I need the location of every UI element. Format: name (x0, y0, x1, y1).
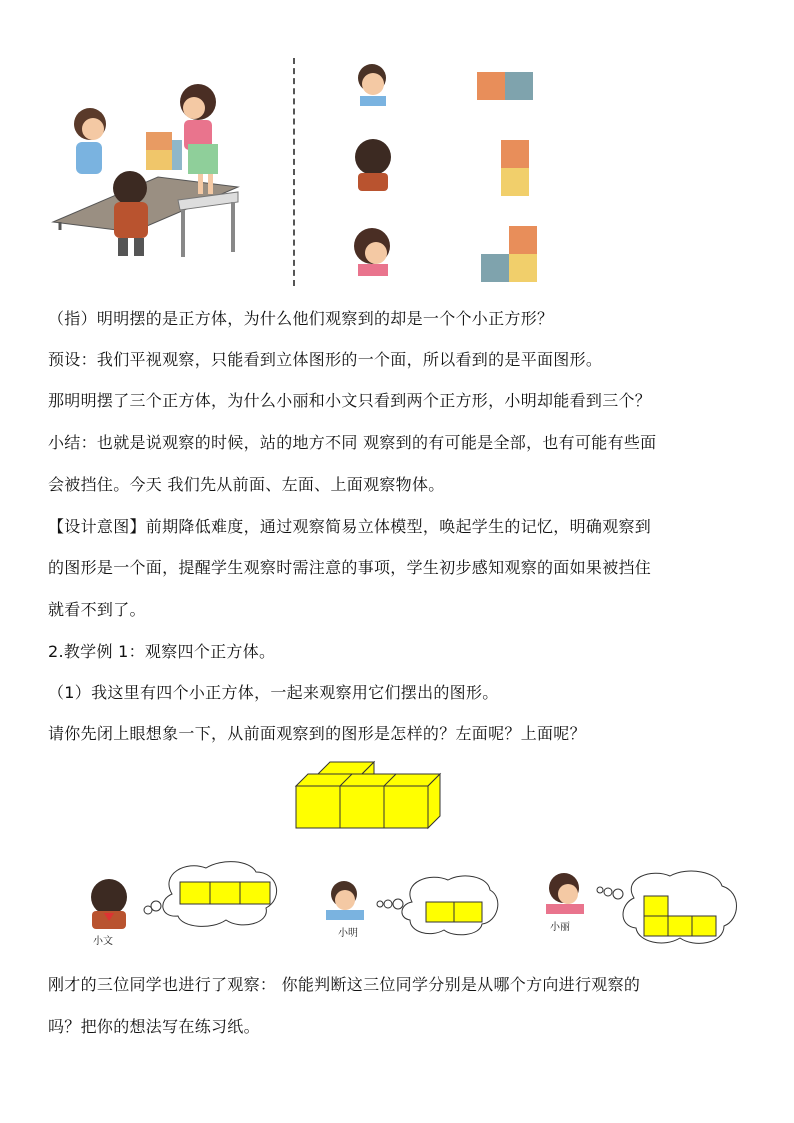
section-heading-example1: 2.教学例 1：观察四个正方体。 (48, 642, 276, 661)
paragraph-preset: 预设：我们平视观察，只能看到立体图形的一个面，所以看到的是平面图形。 (48, 350, 603, 369)
square-blue (505, 72, 533, 100)
face-xiaoli-top (350, 226, 396, 276)
paragraph-summary-2: 会被挡住。今天 我们先从前面、左面、上面观察物体。 (48, 475, 445, 494)
square-orange (477, 72, 505, 100)
kid-xiaowen (86, 877, 132, 929)
view-top-squares (481, 226, 537, 282)
square-blue (481, 254, 509, 282)
paragraph-design-3: 就看不到了。 (48, 600, 146, 619)
paragraph-followup: 那明明摆了三个正方体，为什么小丽和小文只看到两个正方形，小明却能看到三个？ (48, 391, 652, 410)
kid-xiaoli (540, 872, 590, 914)
label-xiaowen: 小文 (93, 936, 113, 947)
view-left-squares (501, 140, 529, 196)
paragraph-design-2: 的图形是一个面，提醒学生观察时需注意的事项，学生初步感知观察的面如果被挡住 (48, 558, 652, 577)
dashed-divider (293, 58, 295, 286)
label-xiaoming: 小明 (338, 928, 358, 939)
view-front-squares (477, 72, 533, 100)
paragraph-question: （指）明明摆的是正方体，为什么他们观察到的却是一个个小正方形？ (48, 309, 554, 328)
square-orange (501, 140, 529, 168)
label-xiaoli: 小丽 (550, 922, 570, 933)
face-xiaowen-top (352, 135, 394, 191)
cube-arrangement-figure (296, 760, 446, 830)
paragraph-design-1: 【设计意图】前期降低难度，通过观察简易立体模型，唤起学生的记忆，明确观察到 (48, 517, 652, 536)
square-orange (509, 226, 537, 254)
paragraph-imagine: 请你先闭上眼想象一下，从前面观察到的图形是怎样的？左面呢？上面呢？ (48, 724, 586, 743)
kid-xiaoming (322, 880, 368, 922)
table-scene-illustration (48, 82, 248, 262)
paragraph-summary-1: 小结：也就是说观察的时候，站的地方不同 观察到的有可能是全部，也有可能有些面 (48, 433, 657, 452)
square-yellow (501, 168, 529, 196)
paragraph-write-answer: 吗？把你的想法写在练习纸。 (48, 1017, 260, 1036)
thought-bubble-xiaowen (142, 858, 284, 930)
square-yellow (509, 254, 537, 282)
paragraph-step1: （1）我这里有四个小正方体，一起来观察用它们摆出的图形。 (48, 683, 499, 702)
paragraph-three-students: 刚才的三位同学也进行了观察： 你能判断这三位同学分别是从哪个方向进行观察的 (48, 975, 641, 994)
thought-bubble-xiaoming (370, 872, 500, 936)
thought-bubble-xiaoli (594, 868, 744, 948)
face-xiaoming-top (352, 62, 392, 106)
